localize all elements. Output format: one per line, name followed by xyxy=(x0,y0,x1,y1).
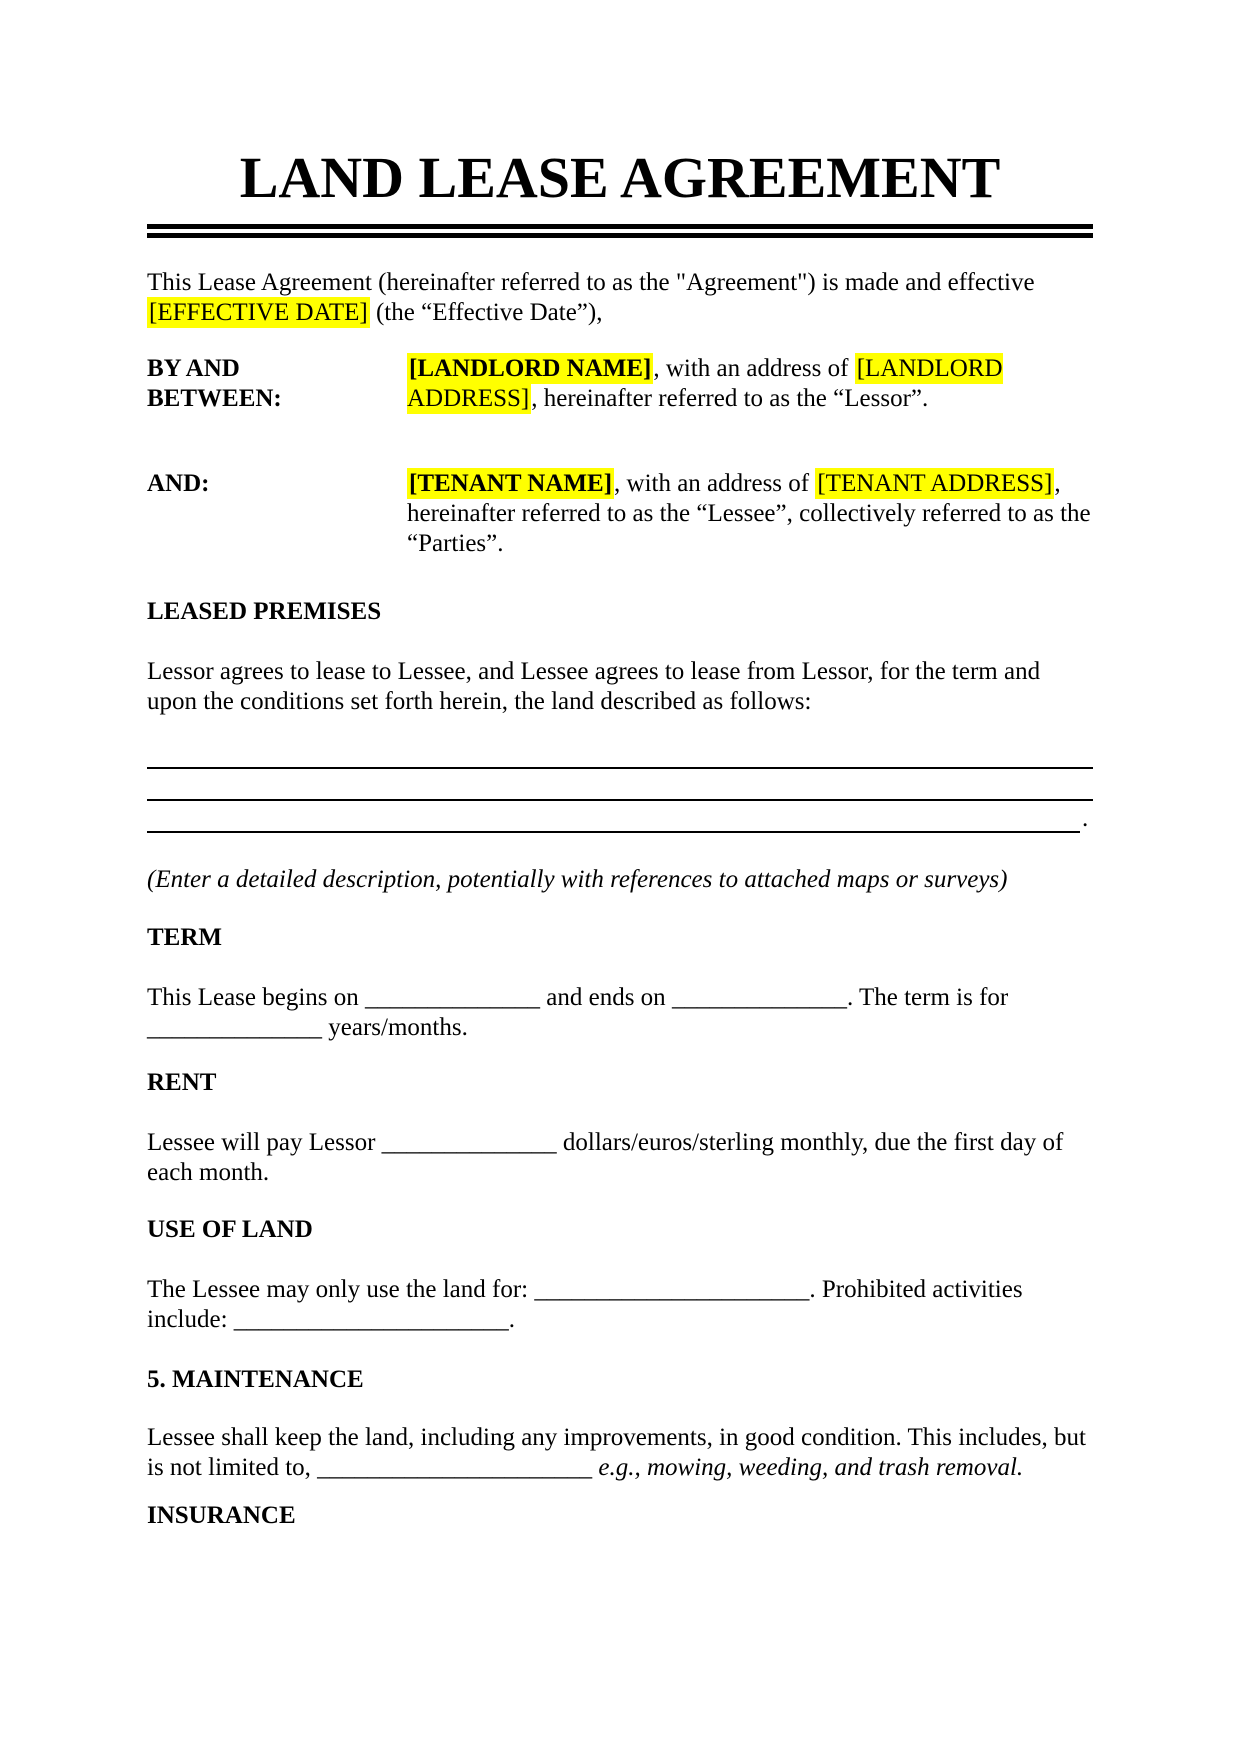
rent-paragraph xyxy=(147,1128,1093,1188)
landlord-clause-post: , hereinafter referred to as the “Lessor”. xyxy=(531,385,929,412)
rent-text-pre: Lessee will pay Lessor xyxy=(147,1129,382,1156)
intro-text-pre: This Lease Agreement (hereinafter referred to as the "Agreement") is made and effective xyxy=(147,269,1035,296)
term-text-mid1: and ends on xyxy=(540,984,672,1011)
permitted-use-blank: ______________________ xyxy=(534,1276,810,1303)
landlord-clause-mid: , with an address of xyxy=(653,355,855,382)
document-title: LAND LEASE AGREEMENT xyxy=(239,145,1001,210)
description-blank-lines xyxy=(147,737,1093,833)
description-blank-line-2 xyxy=(147,769,1093,801)
use-text-post: . xyxy=(508,1306,516,1333)
insurance-heading: INSURANCE xyxy=(147,1502,296,1529)
term-end-date-blank: ______________ xyxy=(671,984,847,1011)
term-text-mid2: . The term is for xyxy=(846,984,1009,1011)
maintenance-heading: 5. MAINTENANCE xyxy=(147,1366,364,1393)
landlord-address-placeholder: [LANDLORD ADDRESS] xyxy=(407,355,1003,412)
tenant-name-placeholder: [TENANT NAME] xyxy=(409,470,613,497)
prohibited-activities-blank: ______________________ xyxy=(233,1306,509,1333)
tenant-clause xyxy=(407,469,1093,559)
rent-heading: RENT xyxy=(147,1069,217,1096)
term-length-blank: ______________ xyxy=(147,1014,322,1041)
maintenance-paragraph xyxy=(147,1423,1093,1483)
rent-amount-blank: ______________ xyxy=(381,1129,557,1156)
term-paragraph xyxy=(147,983,1093,1043)
tenant-address-placeholder: [TENANT ADDRESS] xyxy=(817,470,1053,497)
landlord-clause xyxy=(407,354,1093,414)
label-line: BETWEEN: xyxy=(147,385,282,412)
intro-paragraph xyxy=(147,268,1093,328)
maintenance-duties-blank: ______________________ xyxy=(317,1454,593,1481)
maintenance-text-pre: Lessee shall keep the land, including any improvements, in good condition. This includes, but is not limited to, xyxy=(147,1424,1086,1481)
term-heading: TERM xyxy=(147,924,222,951)
use-of-land-paragraph xyxy=(147,1275,1093,1335)
label-line: AND: xyxy=(147,470,210,497)
leased-premises-heading: LEASED PREMISES xyxy=(147,598,382,625)
party-row-landlord xyxy=(147,354,1093,414)
term-text-pre: This Lease begins on xyxy=(147,984,366,1011)
landlord-name-placeholder: [LANDLORD NAME] xyxy=(409,355,652,382)
by-and-between-label xyxy=(147,354,407,414)
use-of-land-heading: USE OF LAND xyxy=(147,1216,313,1243)
term-start-date-blank: ______________ xyxy=(365,984,541,1011)
description-instruction-note: (Enter a detailed description, potentially with references to attached maps or surveys) xyxy=(147,866,1008,893)
description-blank-line-1 xyxy=(147,737,1093,769)
title-divider-rule xyxy=(147,224,1093,238)
party-row-tenant xyxy=(147,469,1093,559)
description-blank-line-3-row xyxy=(147,801,1093,833)
maintenance-example-italic: e.g., mowing, weeding, and trash removal. xyxy=(592,1454,1024,1481)
leased-premises-paragraph: Lessor agrees to lease to Lessee, and Lessee agrees to lease from Lessor, for the term and upon the conditions set forth herein, the land described as follows: xyxy=(147,658,1041,715)
use-text-mid: . Prohibited activities include: xyxy=(147,1276,1023,1333)
intro-text-post: (the “Effective Date”), xyxy=(369,299,603,326)
term-text-post: years/months. xyxy=(322,1014,468,1041)
line-end-period: . xyxy=(1082,805,1089,832)
effective-date-placeholder: [EFFECTIVE DATE] xyxy=(149,299,368,326)
tenant-clause-post: , hereinafter referred to as the “Lessee”, collectively referred to as the “Parties”. xyxy=(407,470,1091,557)
use-text-pre: The Lessee may only use the land for: xyxy=(147,1276,535,1303)
and-label xyxy=(147,469,407,559)
description-blank-line-3 xyxy=(147,801,1080,833)
label-line: BY AND xyxy=(147,355,240,382)
rent-text-post: dollars/euros/sterling monthly, due the first day of each month. xyxy=(147,1129,1064,1186)
tenant-clause-mid: , with an address of xyxy=(614,470,816,497)
